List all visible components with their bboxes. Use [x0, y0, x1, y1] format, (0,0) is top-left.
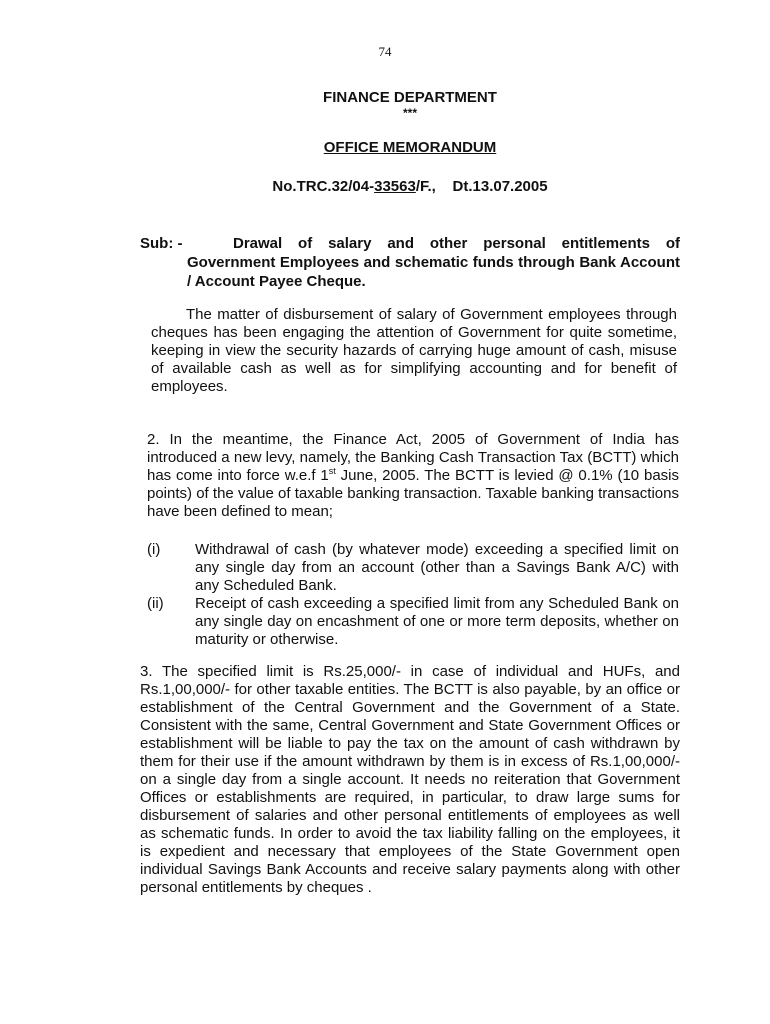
paragraph-3: 3. The specified limit is Rs.25,000/- in case of individual and HUFs, and Rs.1,00,000/- for other taxable entities. The BCTT is also payable, by an office or establishment of the Central Government and the Government of a State. Consistent with the same, Central Government and State Government Offices or establishment will be liable to pay the tax on the amount of cash withdrawn by them for their use if the amount withdrawn by them is in excess of Rs.1,00,000/- on a single day from a single account. It needs no reiteration that Government Offices or establishments are required, in particular, to draw large sums for disbursement of salaries and other personal entitlements of employees as well as schematic funds. In order to avoid the tax liability falling on the employees, it is expedient and necessary that employees of the State Government open individual Savings Bank Accounts and receive salary payments along with other personal entitlements by cheques . — [140, 663, 680, 896]
reference-line — [0, 178, 770, 195]
paragraph-2-part-2: June, 2005. The BCTT is levied @ 0.1% (10 basis points) of the value of taxable banking transaction. Taxable banking transactions have been defined to mean; — [147, 467, 679, 520]
page-number: 74 — [378, 44, 392, 59]
reference-prefix: No.TRC.32/04- — [272, 178, 375, 195]
list-item-text: Receipt of cash exceeding a specified limit from any Scheduled Bank on any single day on encashment of one or more term deposits, whether on maturity or otherwise. — [195, 595, 679, 648]
heading-stars: *** — [402, 106, 417, 120]
paragraph-2-part-1: 2. In the meantime, the Finance Act, 2005 of Government of India has introduced a new levy, namely, the Banking Cash Transaction Tax (BCTT) which has come into force w.e.f 1 — [147, 431, 679, 484]
list-item-text: Withdrawal of cash (by whatever mode) exceeding a specified limit on any single day from an account (other than a Savings Bank A/C) with any Scheduled Bank. — [195, 541, 679, 594]
paragraph-2-superscript: st — [328, 466, 336, 476]
reference-suffix: /F., — [415, 178, 436, 195]
list-item-number: (i) — [147, 541, 161, 558]
paragraph-2 — [147, 431, 679, 521]
reference-number: 33563 — [374, 178, 416, 195]
paragraph-1: The matter of disbursement of salary of Government employees through cheques has been engaging the attention of Government for quite sometime, keeping in view the security hazards of carrying huge amount of cash, misuse of available cash as well as for simplifying accounting and for benefit of employees. — [151, 306, 677, 395]
reference-date: Dt.13.07.2005 — [452, 178, 548, 195]
department-heading: FINANCE DEPARTMENT — [323, 89, 497, 106]
list-item-number: (ii) — [147, 595, 164, 612]
subject-label: Sub: - — [140, 235, 183, 252]
subject-text: Drawal of salary and other personal entitlements of Government Employees and schematic funds through Bank Account / Account Payee Cheque. — [187, 235, 680, 290]
memo-title: OFFICE MEMORANDUM — [323, 139, 497, 156]
